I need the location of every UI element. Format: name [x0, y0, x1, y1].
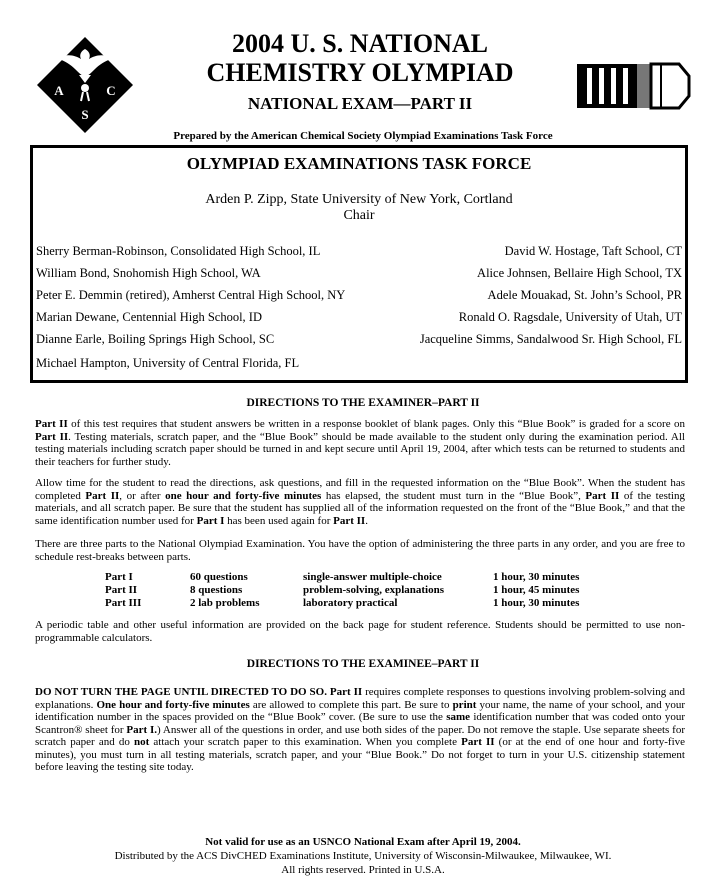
table-cell: Part II: [105, 584, 138, 596]
logo-letter-s: S: [81, 107, 89, 122]
member-right-3: Adele Mouakad, St. John’s School, PR: [487, 288, 682, 302]
member-left-1: Sherry Berman-Robinson, Consolidated High School, IL: [36, 244, 321, 258]
member-left-2: William Bond, Snohomish High School, WA: [36, 266, 261, 280]
table-cell: 60 questions: [190, 571, 248, 583]
table-cell: problem-solving, explanations: [303, 584, 444, 596]
footer-validity: Not valid for use as an USNCO National Exam after April 19, 2004.: [205, 836, 521, 848]
member-right-2: Alice Johnsen, Bellaire High School, TX: [477, 266, 682, 280]
table-cell: 8 questions: [190, 584, 243, 596]
table-cell: Part III: [105, 597, 142, 609]
examinee-paragraph-1: DO NOT TURN THE PAGE UNTIL DIRECTED TO DO SO. Part II requires complete responses to questions involving problem-solving and explanations. One hour and forty-five minutes are allowed to complete this part. Be sure to print your name, the name of your school, and your identification number in the spaces provided on the “Blue Book” cover. (Be sure to use the same identification number that was coded onto your Scantron® sheet for Part I.) Answer all of the questions in order, and use both sides of the paper. Do not remove the staple. Use separate sheets for scratch paper and do not attach your scratch paper to this examination. When you complete Part II (or at the end of one hour and forty-five minutes), you must turn in all testing materials, scratch paper, and your “Blue Book.” Do not forget to turn in your U.S. citizenship statement before leaving the testing site today.: [35, 686, 686, 773]
acs-logo-icon: [35, 35, 135, 135]
member-left-4: Marian Dewane, Centennial High School, ID: [36, 310, 262, 324]
member-right-5: Jacqueline Simms, Sandalwood Sr. High School, FL: [419, 332, 682, 346]
footer-distribution: Distributed by the ACS DivCHED Examinations Institute, University of Wisconsin-Milwaukee, Milwaukee, WI.: [114, 850, 612, 862]
table-cell: 1 hour, 30 minutes: [493, 571, 580, 583]
prepared-by: Prepared by the American Chemical Society Olympiad Examinations Task Force: [173, 130, 553, 142]
chair-name: Arden P. Zipp, State University of New York, Cortland: [205, 192, 513, 207]
logo-letter-c: C: [106, 83, 116, 98]
footer-rights: All rights reserved. Printed in U.S.A.: [281, 864, 445, 876]
member-right-4: Ronald O. Ragsdale, University of Utah, UT: [458, 310, 682, 324]
chair-role: Chair: [343, 208, 375, 223]
table-cell: Part I: [105, 571, 133, 583]
member-left-6: Michael Hampton, University of Central Florida, FL: [36, 356, 300, 370]
examinee-heading: DIRECTIONS TO THE EXAMINEE–PART II: [246, 658, 480, 670]
task-force-title: OLYMPIAD EXAMINATIONS TASK FORCE: [186, 154, 532, 173]
examiner-heading: DIRECTIONS TO THE EXAMINER–PART II: [246, 397, 480, 409]
title-line-1: 2004 U. S. NATIONAL: [232, 29, 488, 58]
member-left-5: Dianne Earle, Boiling Springs High School, SC: [36, 332, 275, 346]
title-line-2: CHEMISTRY OLYMPIAD: [206, 58, 514, 87]
table-row: [105, 571, 613, 584]
examiner-paragraph-4: A periodic table and other useful information are provided on the back page for student reference. Students should be permitted to use non-programmable calculators.: [35, 619, 685, 644]
examiner-paragraph-3: There are three parts to the National Olympiad Examination. You have the option of administering the three parts in any order, and you are free to schedule rest-breaks between parts.: [35, 538, 685, 563]
subtitle: NATIONAL EXAM—PART II: [247, 94, 473, 113]
member-right-1: David W. Hostage, Taft School, CT: [504, 244, 682, 258]
olympiad-emblem-icon: [575, 60, 693, 112]
table-cell: 1 hour, 30 minutes: [493, 597, 580, 609]
examiner-paragraph-1: Part II of this test requires that student answers be written in a response booklet of blank pages. Only this “Blue Book” is graded for a score on Part II. Testing materials, scratch paper, and the “Blue Book” should be made available to the student only during the examination period. All testing materials including scratch paper should be turned in and kept secure until April 19, 2004, after which tests can be returned to students and their teachers for further study.: [35, 418, 685, 468]
table-row: [105, 584, 613, 597]
task-force-box: [30, 145, 688, 383]
logo-letter-a: A: [54, 83, 64, 98]
table-cell: single-answer multiple-choice: [303, 571, 442, 583]
examiner-paragraph-2: Allow time for the student to read the directions, ask questions, and fill in the requested information on the “Blue Book”. When the student has completed Part II, or after one hour and forty-five minutes has elapsed, the student must turn in the “Blue Book”, Part II of the testing materials, and all scratch paper. Be sure that the student has supplied all of the information requested on the front of the “Blue Book,” and that the same identification number used for Part I has been used again for Part II.: [35, 477, 685, 527]
table-row: [105, 597, 613, 610]
table-cell: laboratory practical: [303, 597, 398, 609]
table-cell: 2 lab problems: [190, 597, 260, 609]
member-left-3: Peter E. Demmin (retired), Amherst Central High School, NY: [36, 288, 346, 302]
exam-parts-table: [105, 571, 613, 610]
table-cell: 1 hour, 45 minutes: [493, 584, 580, 596]
